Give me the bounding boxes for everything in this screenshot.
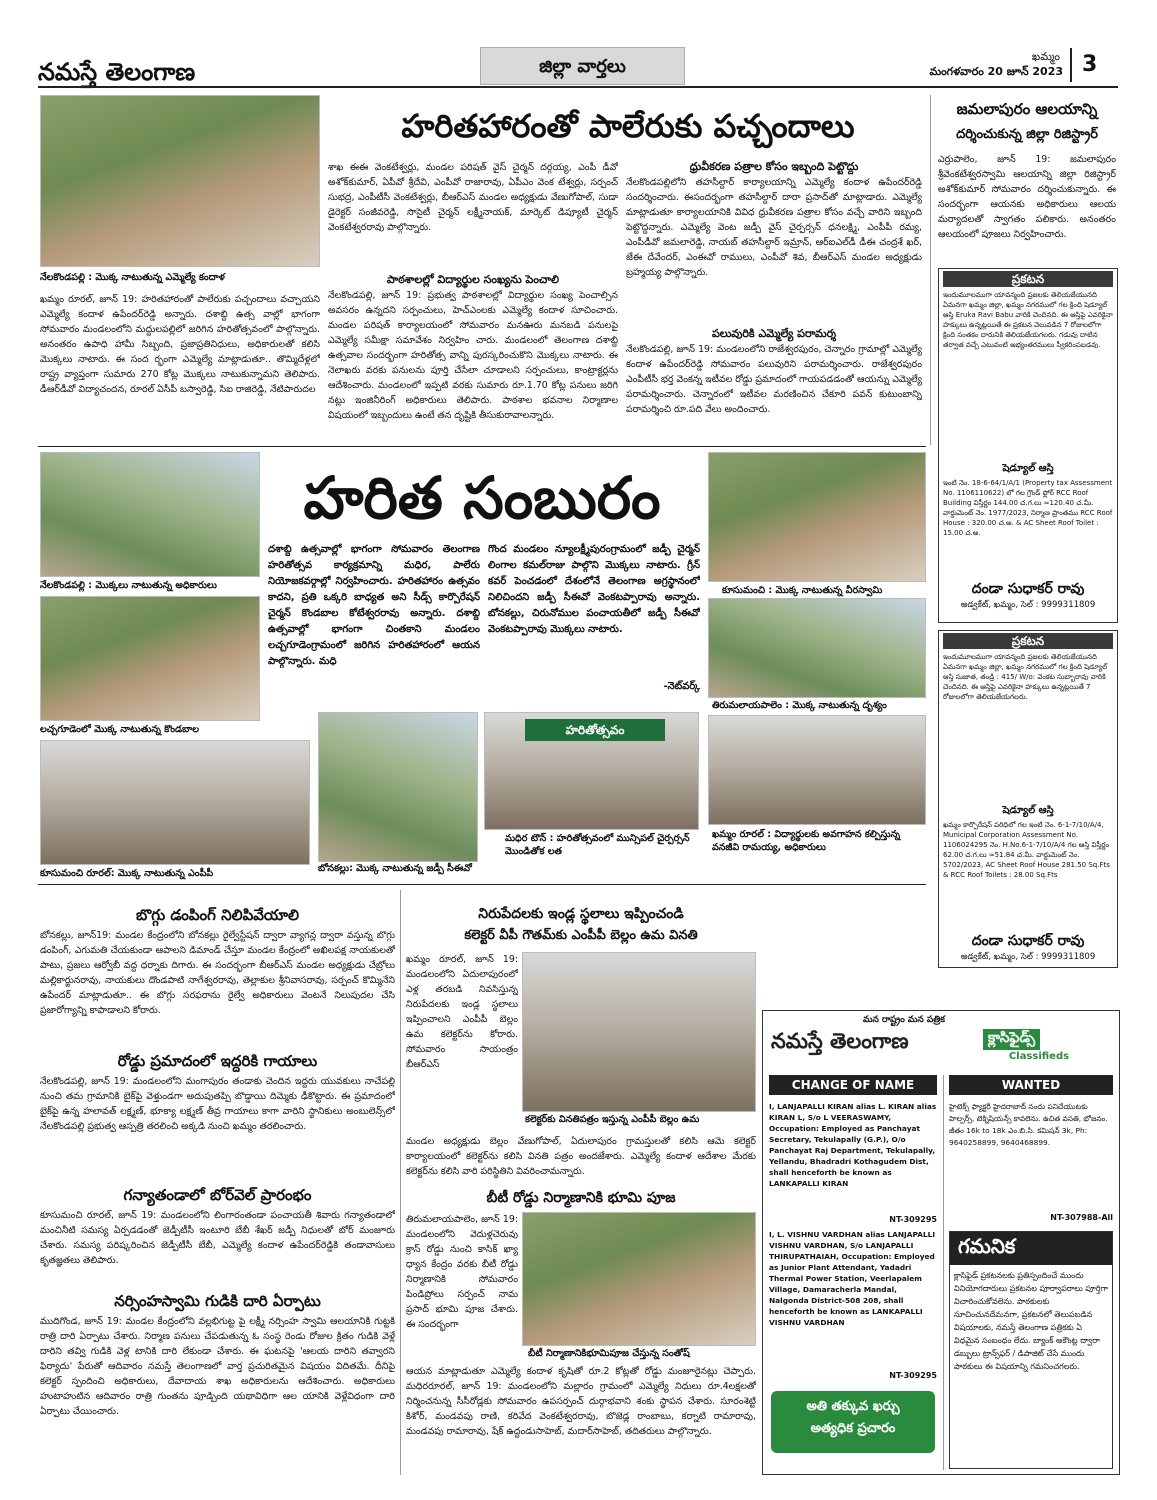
bm-body-1-full: మండల అధ్యక్షుడు బెల్లం వేణుగోపాల్, ఏదులాపురం గ్రామస్తులతో కలిసి ఆమె కలెక్టర్ కార్యాలయంలో కలెక్టర్‌ను కలిసి వినతి పత్రం అందజేశారు. ఎమ్మెల్యే కందాళ ఆదేశాల మేరకు కలెక్టర్‌ను కలిసి వారి పరిస్థితిని వివరించామన్నారు.	[406, 1136, 756, 1177]
promo-banner	[771, 1391, 935, 1453]
bm-body-1-left: ఖమ్మం రూరల్, జూన్ 19: మండలంలోని ఏదులాపురంలో ఎళ్ల తరబడి నివసిస్తున్న నిరుపేదలకు ఇండ్ల స్థలాలు ఇప్పించాలని ఎంపీపీ బెల్లం ఉమ కలెక్టర్‌ను కోరారు. సోమవారం సాయంత్రం బీఆర్‌ఎస్	[406, 954, 518, 1070]
feature-photo-8	[708, 715, 926, 825]
classifieds-tagline: మన రాష్ట్రం మన పత్రిక	[863, 1015, 945, 1025]
ad1-body: ఇందుమూలముగా యావన్మంది ప్రజలకు తెలియజేయునది ఏమనగా ఖమ్మం జిల్లా, ఖమ్మం నగరములో గల క్రింది షెడ్యూల్ ఆస్తి Eruka Ravi Babu వారికి చెందినది. ఈ ఆస్తిపై ఎవరికైనా హక్కులు ఉన్నట్లయితే ఈ ప్రకటన వెలువడిన 7 రోజులలోగా క్రింది సంతకం దారునికి తెలియజేయగలరు. గడువు దాటిన తర్వాత వచ్చే ఎటువంటి అభ్యంతరములు స్వీకరింపబడవు.	[943, 291, 1113, 349]
bl-body-4: ముదిగొండ, జూన్ 19: మండల కేంద్రంలోని వల్లభిగుట్ట పై లక్ష్మీ నర్సింహ స్వామి ఆలయానికి గుట్టకి రాత్రి దారి ఏర్పాటు చేశారు. నిర్మాణ పనులు చేపడుతున్న ఓ సంస్థ రెండు రోజుల క్రితం గుడికి వెళ్లే దారిని తవ్వి గుడికి వెళ్ల టానికి దారి లేకుండా చేశారు. ఈ ఘటనపై 'ఆలయ దారిని తవ్వారని ఫిర్యాదు' పేరుతో ఆదివారం నమస్తే తెలంగాణలో వార్త ప్రచురితమైన విషయం విదితమే. దీనిపై కలెక్టర్ స్పందించి అధికారులు, దేవాదాయ శాఖ అధికారులను ఆదేశించారు. అధికారులు హుటాహుటిన ఆదివారం రాత్రి గుంతను పూడ్చింది యథావిధిగా ఆల యానికి వెళ్లేవిధంగా దారి ఏర్పాటు చేయించారు.	[40, 1316, 395, 1417]
feature-caption-6: కూసుమంచి : మొక్క నాటుతున్న వీరస్వామి	[722, 585, 883, 596]
section-title: జిల్లా వార్తలు	[539, 56, 626, 77]
feature-caption-3: కూసుమంచి రూరల్: మొక్క నాటుతున్న ఎంపీపీ	[40, 868, 214, 879]
feature-top-rule	[38, 446, 926, 447]
promo-line-2: అత్యధిక ప్రచారం	[810, 1421, 896, 1436]
feature-caption-1: నేలకొండపల్లి : మొక్కలు నాటుతున్న అధికారులు	[40, 580, 217, 591]
notice-title: గమనిక	[950, 1232, 1112, 1265]
bm-headline-1b: కలెక్టర్ వీపీ గౌతమ్‌కు ఎంపీపీ బెల్లం ఉమ వినతి	[464, 928, 698, 943]
lead-col2-bottom: నేలకొండపల్లి, జూన్ 19: ప్రభుత్వ పాఠశాలల్లో విద్యార్థుల సంఖ్య పెంచాల్సిన అవసరం ఉన్నదని సర్పంచులు, హెచ్‌ఎంలకు ఎమ్మెల్యే కందాళ సూచించారు. మండల పరిషత్ కార్యాలయంలో సోమవారం మనఊరు మనబడి పనులపై ఎమ్మెల్యే సమీక్షా సమావేశం నిర్వహిం చారు. మండలంలో తెలంగాణ దశాబ్ది ఉత్సవాల సందర్భంగా హరితోత్స వాన్ని పురస్కరించుకొని మొక్కలు నాటారు. ఈ నెలాఖరు వరకు పనులను పూర్తి చేసేలా చూడాలని సర్పంచులు, కాంట్రాక్టర్లను ఆదేశించారు. మండలంలో ఇప్పటి వరకు సుమారు రూ.1.70 కోట్ల పనులు జరిగి నట్లు ఇంజినీరింగ్ అధికారులు తెలిపారు. పాఠశాల భవనాల నిర్మాణాల విషయంలో ఇబ్బందులు ఉంటే తన దృష్టికి తీసుకురావాలన్నారు.	[328, 290, 618, 421]
feature-photo-4	[318, 712, 478, 862]
feature-photo-1	[40, 452, 260, 577]
notice-body: క్లాసిఫైడ్ ప్రకటనలకు ప్రతిస్పందించే ముందు వినియోగదారులు ప్రకటనల పూర్వాపరాలు పూర్తిగా విచారించుకోవలెను. పాఠకులకు సూచించునదేమనగా, ప్రకటనలో తెలుపబడిన విషయాలకు, నమస్తే తెలంగాణ పత్రికకు ఏ విధమైన సంబంధం లేదు. బ్యాంక్ అకౌంట్ల ద్వారా డబ్బులు ట్రాన్స్‌ఫర్ / డిపాజిట్ చేసే ముందు పాఠకులు ఈ విషయాన్ని గమనించగలరు.	[954, 1271, 1108, 1371]
bm-body-2-full: ఆయన మాట్లాడుతూ ఎమ్మెల్యే కందాళ కృషితో రూ.2 కోట్లతో రోడ్డు మంజూరైనట్లు చెప్పారు. మధిరరూరల్, జూన్ 19: మండలంలోని మల్లారం గ్రామంలో ఎమ్మెల్యే నిధులు రూ.4లక్షలతో నిర్మించనున్న సీసీరోడ్లకు సోమవారం ఉపసర్పంచ్ దుర్గాభవాని శంకు స్థాపన చేశారు. సూరంశెట్టి కిశోర్, మండవపు రాణి, కరివేద వెంకటేశ్వరరావు, బొజెడ్ల రాంబాబు, కర్నాటి రామారావు, మండవపు రామారావు, షేక్ ఉద్దండుసాహెబ్, మదార్‌సాహెబ్, తదితరులు పాల్గొన్నారు.	[406, 1366, 756, 1437]
sidebar-headline-2: దర్శించుకున్న జిల్లా రిజిస్ట్రార్	[956, 127, 1098, 142]
wanted-body: హైటెక్స్ ఫ్యాక్టరీ హైదరాబాద్ నందు పనిచేయుటకు హెల్పర్స్, టెక్నిషియన్స్ కావలెను. ఉచిత వసతి, భోజనం. జీతం 16k to 18k ఎం.బి.సి. కమిషన్ 3k, Ph: 9640258899, 9640468899.	[949, 1102, 1108, 1147]
feature-caption-5: మధిర టౌన్ : హరితోత్సవంలో మున్సిపల్ చైర్పర్సన్ మొండితోక లత	[505, 833, 690, 857]
classifieds-divider	[943, 1075, 944, 1470]
ad1-signer: దండా సుధాకర్ రావు	[971, 581, 1085, 597]
lead-col3-top: నేలకొండపల్లిలోని తహసీల్దార్ కార్యాలయాన్ని ఎమ్మెల్యే కందాళ ఉపేందర్‌రెడ్డి సందర్శించారు. ఈసందర్భంగా తహసీల్దార్ దారా ప్రసాద్‌తో మాట్లాడారు. ఎమ్మెల్యే మాట్లాడుతూ కార్యాలయానికి వివిధ ధ్రువీకరణ పత్రాల కోసం వచ్చే వారిని ఇబ్బంది పెట్టొద్దన్నారు. ఎమ్మెల్యే వెంట జడ్పీ వైస్ చైర్పర్సన్ ధనలక్ష్మి, ఎంపీపీ రమ్య, ఎంపీడీవో జమలారెడ్డి, నాయబ్ తహసీల్దార్ ఇమ్రాన్, ఆర్‌ఐఎల్‌డీ డీఈ చంద్రశే ఖర్, జేఈ దేవేందర్, ఎంఈవో రాములు, ఎంపీవో శివ, బీఆర్‌ఎస్ మండల అధ్యక్షుడు బ్రహ్మయ్య పాల్గొన్నారు.	[626, 177, 922, 278]
feature-credit: -నెట్‌వర్క్	[663, 681, 700, 692]
ad-box-2	[938, 630, 1118, 968]
ad2-schedule-title: షెడ్యూల్ ఆస్తి	[1002, 805, 1054, 816]
feature-caption-8: ఖమ్మం రూరల్ : విద్యార్థులకు అవగాహన కల్పిస్తున్న వనజీవి రామయ్య, అధికారులు	[712, 829, 901, 853]
feature-bottom-rule	[38, 884, 926, 885]
ad-box-1	[938, 268, 1118, 623]
feature-photo-5	[484, 712, 699, 830]
section-label	[480, 47, 685, 85]
feature-col1: దశాబ్ది ఉత్సవాల్లో భాగంగా సోమవారం తెలంగాణ హరితోత్సవ కార్యక్రమాన్ని మధిర, పాలేరు నియోజకవర్గాల్లో నిర్వహించారు. హరితహారం ఉత్సవం కాదని, ప్రతి ఒక్కరి బాధ్యత అని సీడ్స్ కార్పొరేషన్ చైర్మన్ కొండబాల కోటేశ్వరరావు అన్నారు. దశాబ్ది ఉత్సవాల్లో భాగంగా చింతకాని మండలం లచ్చగూడెంగ్రామంలో జరిగిన హరితహారంలో ఆయన పాల్గొన్నారు. మధి	[268, 544, 480, 667]
classifieds-brand: నమస్తే తెలంగాణ	[771, 1029, 909, 1053]
ad1-schedule-body: ఇంటి నెం. 18-6-64/1/A/1 (Property tax Assessment No. 1106110622) లో గల గ్రౌండ్ ఫ్లోర్ RCC Roof Building విస్తీర్ణం 144.00 చ.గ.లు ≈120.40 చ.మీ. వార్డుమెంట్ నెం. 1977/2023, నిర్మాణ ప్రాంతము RCC Roof House : 320.00 చ.అ. & AC Sheet Roof Toilet : 15.00 చ.అ.	[943, 479, 1113, 537]
bl-headline-2: రోడ్డు ప్రమాదంలో ఇద్దరికి గాయాలు	[117, 1052, 318, 1070]
bm-photo-1	[522, 952, 756, 1112]
issue-date: మంగళవారం 20 జూన్ 2023	[929, 65, 1063, 78]
bl-body-3: కూసుమంచి రూరల్, జూన్ 19: మండలంలోని లింగారంతండా పంచాయతీ శివారు గన్యాతండాలో మంచినీటి సమస్య ఏర్పడడంతో జెడ్పీటీసీ ఇంటూరి బేబీ శేఖర్ జడ్పీ నిధులతో బోర్ మంజూరు చేశారు. సమస్య పరిష్కరించిన జెడ్పీటీసీ బేబీ, ఎమ్మెల్యే కందాళ ఉపేందర్‌రెడ్డికి తండావాసులు కృతజ్ఞతలు తెలిపారు.	[40, 1210, 395, 1266]
change2-body: I, L. VISHNU VARDHAN alias LANJAPALLI VISHNU VARDHAN, S/o LANJAPALLI THIRUPATHAIAH, Occupation: Employed as Junior Plant Attendant, Yadadri Thermal Power Station, Veerlapalem Village, Damaracherla Mandal, Nalgonda District-508 208, shall henceforth be known as LANKAPALLI VISHNU VARDHAN	[769, 1230, 936, 1327]
lead-col3-bottom: నేలకొండపల్లి, జూన్ 19: మండలంలోని రాజేశ్వరపురం, చెన్నారం గ్రామాల్లో ఎమ్మెల్యే కందాళ ఉపేందర్‌రెడ్డి సోమవారం పలువురిని పరామర్శించారు. రాజేశ్వరపురం ఎంపీటీసీ భర్త వెంకన్న ఇటీవల రోడ్డు ప్రమాదంలో గాయపడడంతో ఆయన్ను ఎమ్మెల్యే పరామర్శించారు. చెన్నారంలో ఇటీవల మరణించిన చేకూరి పవన్ కుటుంబాన్ని పరామర్శించి రూ.పది వేలు అందించారు.	[626, 344, 922, 415]
ad2-title: ప్రకటన	[943, 633, 1113, 649]
change1-code: NT-309295	[889, 1215, 937, 1224]
feature-col2: గొంద మండలం న్యూలక్ష్మీపురంగ్రామంలో జడ్పీ చైర్మన్ లింగాల కమల్‌రాజు పాల్గొని మొక్కలు నాటారు. గ్రీన్ కవర్ పెంచడంలో దేశంలోనే తెలంగాణ అగ్రస్థానంలో నిలిచిందని జడ్పీ సీఈవో వెంకటప్పారావు అన్నారు. బోనకల్లు, చిరునోముల పంచాయతీలో జడ్పీ సీఈవో వెంకటప్పారావు మొక్కలు నాటారు.	[488, 544, 700, 635]
lead-sub3: ధ్రువీకరణ పత్రాల కోసం ఇబ్బంది పెట్టొద్దు	[689, 160, 859, 173]
bm-body-2-left: తిరుమలాయపాలెం, జూన్ 19: మండలంలోని వెదుళ్లచెరువు క్రాస్ రోడ్డు నుంచి కాసిక్ ఖ్యా ధ్యాన కేంద్రం వరకు బీటీ రోడ్డు నిర్మాణానికి సోమవారం పిండిప్రోలు సర్పంచ్ నామ ప్రసాద్ భూమి పూజ చేశారు. ఈ సందర్భంగా	[406, 1214, 518, 1330]
lead-headline: హరితహారంతో పాలేరుకు పచ్చందాలు	[401, 107, 855, 145]
ad1-title: ప్రకటన	[943, 271, 1113, 287]
feature-caption-7: తిరుమలాయపాలెం : మొక్క నాటుతున్న దృశ్యం	[712, 700, 887, 711]
ad1-signer-detail: అడ్వకేట్, ఖమ్మం, సెల్ : 9999311809	[960, 600, 1096, 610]
ad1-schedule-title: షెడ్యూల్ ఆస్తి	[1002, 463, 1054, 474]
paper-name: నమస్తే తెలంగాణ	[38, 58, 196, 86]
feature-photo-6	[708, 452, 926, 582]
feature-banner: హరితోత్సవం	[525, 719, 665, 741]
lead-sub4: పలువురికి ఎమ్మెల్యే పరామర్శ	[711, 327, 837, 340]
bl-body-1: బోనకల్లు, జూన్19: మండల కేంద్రంలోని బోనకల్లు రైల్వేస్టేషన్ ద్వారా వ్యాగన్ల ద్వారా వస్తున్న బొగ్గు డంపింగ్, ఎగుమతి చేయకుండా ఆపాలని డిమాండ్ చేస్తూ మండల కేంద్రంలో అఖిలపక్ష నాయకులతో పాటు, ప్రజలు ఆర్వోబీ వద్ద ధర్నాకు దిగారు. ఈ సందర్భంగా బీఆర్‌ఎస్ మండల అధ్యక్షుడు చేబ్రోలు మల్లికార్జునరావు, నాయకులు దొండపాటి నాగేశ్వరరావు, తెల్లాకుల శ్రీనివాసరావు, సర్పంచ్ కొమ్మినేని ఉపేందర్ మాట్లాడుతూ.. ఈ బొగ్గు సరఫరాను రైల్వే అధికారులు వెంటనే నిలుపుదల చేసి ప్రజారోగ్యాన్ని కాపాడాలని కోరారు.	[40, 930, 395, 1016]
bm-caption-2: బీటీ నిర్మాణానికిభూమిపూజ చేస్తున్న సంతోష్	[528, 1348, 690, 1359]
feature-photo-2	[40, 596, 260, 721]
feature-photo-3	[40, 740, 310, 865]
feature-caption-4: బోనకల్లు: మొక్క నాటుతున్న జడ్పీ సీఈవో	[318, 863, 472, 874]
wanted-title: WANTED	[949, 1075, 1113, 1095]
page-divider	[1070, 48, 1072, 82]
bl-headline-3: గన్యాతండాలో బోర్‌వెల్ ప్రారంభం	[123, 1186, 312, 1204]
page-number: 3	[1082, 52, 1098, 77]
bm-headline-1: నిరుపేదలకు ఇండ్ల స్థలాలు ఇప్పించండి	[478, 906, 684, 922]
feature-photo-7	[708, 598, 926, 698]
lead-photo-caption: నేలకొండపల్లి : మొక్క నాటుతున్న ఎమ్మెల్యే కందాళ	[40, 272, 225, 283]
change1-body: I, LANJAPALLI KIRAN alias L. KIRAN alias KIRAN L, S/o L VEERASWAMY, Occupation: Employed as Panchayat Secretary, Tekulapally (G.P.), O/o Panchayat Raj Department, Tekulapally, Yellandu, Bhadradri Kothagudem Dist, shall henceforth be known as LANKAPALLI KIRAN	[769, 1102, 937, 1188]
masthead	[0, 0, 1157, 92]
change2-code: NT-309295	[889, 1371, 937, 1380]
bm-caption-1: కలెక్టర్‌కు వినతిపత్రం ఇస్తున్న ఎంపీపీ బెల్లం ఉమ	[525, 1114, 700, 1125]
lead-sub2: పాఠశాలల్లో విద్యార్థుల సంఖ్యను పెంచాలి	[386, 273, 560, 286]
column-rule	[930, 95, 931, 445]
sidebar-body: ఎర్రుపాలెం, జూన్ 19: జమలాపురం శ్రీవెంకటేశ్వరస్వామి ఆలయాన్ని జిల్లా రిజిస్ట్రార్ అశోక్‌కుమార్ సోమవారం దర్శించుకున్నారు. ఈ సందర్భంగా ఆయనకు అధికారులు ఆలయ మర్యాదలతో స్వాగతం పలికారు. అనంతరం ఆలయంలో పూజలు నిర్వహించారు.	[938, 154, 1116, 240]
ad2-signer: దండా సుధాకర్ రావు	[971, 933, 1085, 949]
classifieds-panel	[762, 1010, 1120, 1475]
masthead-rule	[38, 86, 1118, 88]
classifieds-brand-2: క్లాసిఫైడ్స్	[983, 1029, 1040, 1050]
feature-caption-2: లచ్చగూడెంలో మొక్క నాటుతున్న కొండబాల	[40, 724, 199, 735]
notice-box	[949, 1231, 1113, 1469]
change-name-title: CHANGE OF NAME	[769, 1075, 937, 1095]
wanted-code: NT-307988-All	[1050, 1213, 1113, 1222]
feature-headline: హరిత సంబురం	[303, 464, 661, 532]
city-name: ఖమ్మం	[1031, 50, 1060, 63]
bl-body-2: నేలకొండపల్లి, జూన్ 19: మండలంలోని మంగాపురం తండాకు చెందిన ఇద్దరు యువకులు నాచేపల్లి నుంచి తమ గ్రామానికి బైక్‌పై వెళ్తుండగా అదుపుతప్పి బొడ్డాయి దిమ్మెకు ఢీకొట్టారు. ఈ ప్రమాదంలో బైక్‌పై ఉన్న హలావత్ లక్ష్మణ్, భూక్యా లక్ష్మణ్‌ తీవ్ర గాయాలు కాగా వారిని స్థానికులు అంబులెన్స్‌లో నేలకొండపల్లి ప్రభుత్వ ఆస్పత్రి తరలించి అక్కడి నుంచి ఖమ్మం తరలించారు.	[40, 1076, 395, 1132]
bl-headline-1: బొగ్గు డంపింగ్ నిలిపివేయాలి	[135, 906, 300, 924]
promo-line-1: అతి తక్కువ ఖర్చు	[806, 1399, 900, 1414]
bottom-column-rule	[400, 890, 401, 1475]
ad2-signer-detail: అడ్వకేట్, ఖమ్మం, సెల్ : 9999311809	[960, 952, 1096, 962]
classifieds-brand-en: Classifieds	[1008, 1051, 1070, 1062]
lead-col2-top: శాఖ ఈఈ వెంకటేశ్వర్లు, మండల పరిషత్ వైస్ చైర్మన్ దర్గయ్య, ఎంపీ డీవో అశోక్‌కుమార్, ఏపీవో శ్రీదేవి, ఎంపీవో రాజారావు, ఏపీఎం వెంక టేశ్వర్లు, సర్పంచ్ సుభద్ర, ఎంపీటీసీ వెంకటేశ్వర్లు, బీఆర్‌ఎస్ మండల అధ్యక్షుడు వేణుగోపాల్, సుడా డైరెక్టర్ సంజీవరెడ్డి, సొసైటీ చైర్మన్ లక్ష్మీనాయక్, మార్కెట్ డిప్యూటీ చైర్మన్ వెంకటేశ్వరరావు పాల్గొన్నారు.	[328, 162, 618, 233]
bl-headline-4: నర్సింహస్వామి గుడికి దారి ఏర్పాటు	[114, 1292, 321, 1310]
lead-photo	[40, 95, 320, 267]
sidebar-headline-1: జమలాపురం ఆలయాన్ని	[956, 100, 1098, 118]
ad2-schedule-body: ఖమ్మం కార్పొరేషన్ పరిధిలో గల ఇంటి నెం. 6-1-7/10/A/4, Municipal Corporation Assessment No. 1106024295 నెం. H.No.6-1-7/10/A/4 గల ఆస్తి విస్తీర్ణం 62.00 చ.గ.లు ≈51.84 చ.మీ. వార్డుమెంట్ నెం. 5702/2023, AC Sheet Roof House 281.50 Sq.Fts & RCC Roof Toilets : 28.00 Sq.Fts	[943, 821, 1110, 879]
bm-headline-2: బీటీ రోడ్డు నిర్మాణానికి భూమి పూజ	[486, 1190, 676, 1206]
bm-photo-2	[522, 1212, 756, 1346]
ad2-body: ఇందుమూలముగా యావన్మంది ప్రజలకు తెలియజేయునది ఏమనగా ఖమ్మం జిల్లా, ఖమ్మం నగరములో గల క్రింది షెడ్యూల్ ఆస్తి సుజాత, తండ్రి : 415/ W/o: వెంకట సుబ్బారావు వారికి చెందినది. ఈ ఆస్తిపై ఎవరికైనా హక్కులు ఉన్నట్లయితే 7 రోజులలోగా తెలియజేయగలరు.	[943, 653, 1108, 701]
lead-col1: ఖమ్మం రూరల్, జూన్ 19: హరితహారంతో పాలేరుకు పచ్చందాలు వచ్చాయని ఎమ్మెల్యే కందాళ ఉపేందర్‌రెడ్డి అన్నారు. దశాబ్ది ఉత్స వాల్లో భాగంగా సోమవారం మండలంలోని మద్దులపల్లిలో జరిగిన హరితోత్సవంలో పాల్గొన్నారు. అనంతరం ఉపాధి హామీ సిబ్బంది, ప్రజాప్రతినిధులు, అధికారులతో కలిసి మొక్కలు నాటారు. ఈ సంద ర్భంగా ఎమ్మెల్యే మాట్లాడుతూ.. తొమ్మిదేళ్లలో రాష్ట్ర వ్యాప్తంగా సుమారు 270 కోట్ల మొక్కలు నాటుకున్నామని తెలిపారు. డీఆర్‌డీవో విద్యాచందన, రూరల్ ఏసీపీ బస్వారెడ్డి, సిఐ రాజిరెడ్డి, నేటిపారుదల	[40, 294, 320, 395]
